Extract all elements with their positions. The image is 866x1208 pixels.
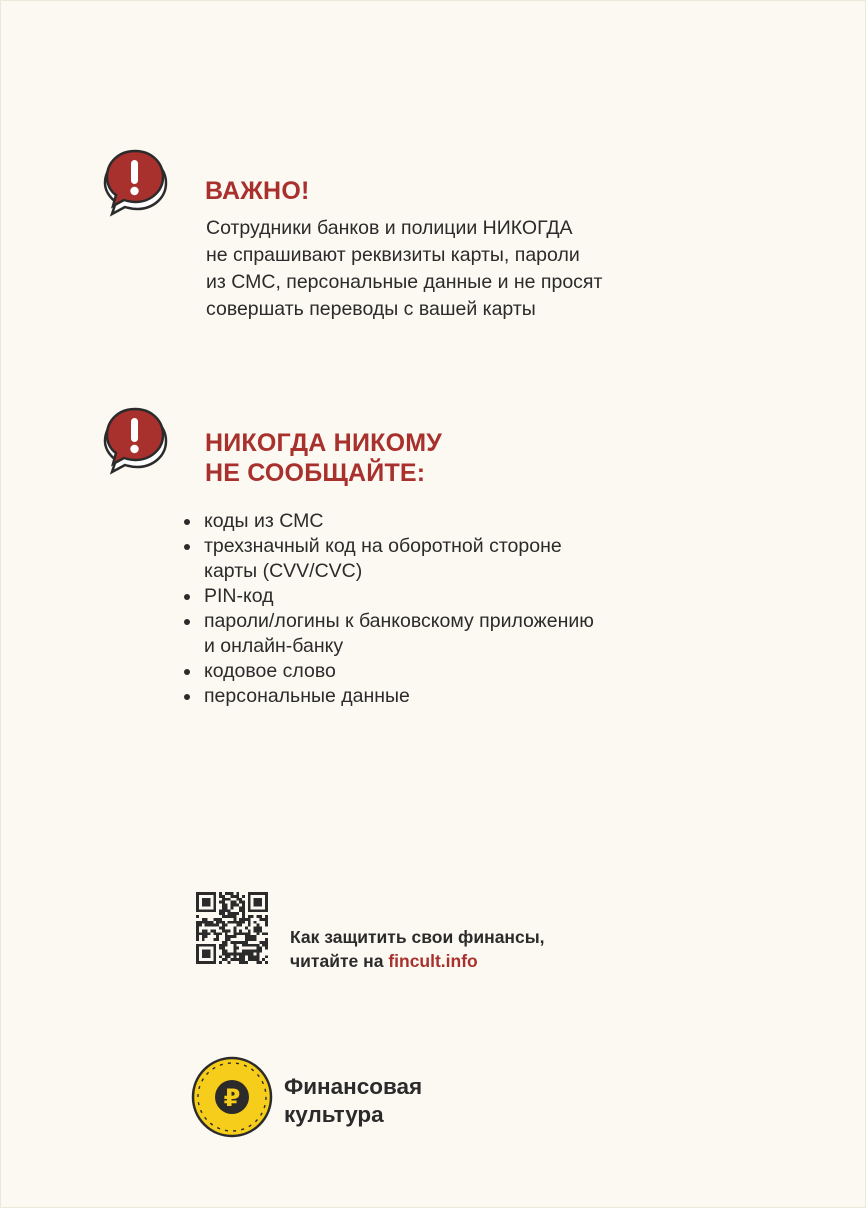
brand-name-line: культура: [284, 1102, 384, 1127]
list-item-text: PIN-код: [204, 585, 274, 607]
important-line: не спрашивают реквизиты карты, пароли: [206, 244, 580, 266]
never-tell-list: [180, 509, 594, 709]
list-item-text: пароли/логины к банковскому приложению: [204, 610, 594, 632]
list-item: [180, 584, 594, 609]
important-line: Сотрудники банков и полиции НИКОГДА: [206, 217, 573, 239]
important-text: [206, 215, 666, 323]
list-item-text: карты (CVV/CVC): [204, 560, 363, 582]
brand-name-line: Финансовая: [284, 1074, 423, 1099]
list-item: [180, 609, 594, 659]
brand-name: [284, 1073, 422, 1129]
promo-line-1: Как защитить свои финансы,: [290, 927, 545, 947]
list-item: [180, 659, 594, 684]
ruble-symbol: ₽: [223, 1084, 241, 1112]
list-item: [180, 684, 594, 709]
promo-text: [290, 925, 545, 973]
important-line: из СМС, персональные данные и не просят: [206, 271, 603, 293]
list-item-text: персональные данные: [204, 685, 410, 707]
list-item-text: и онлайн-банку: [204, 635, 344, 657]
important-heading: ВАЖНО!: [205, 177, 310, 205]
exclamation-speech-bubble-icon: [100, 406, 170, 476]
list-item-text: трехзначный код на оборотной стороне: [204, 535, 562, 557]
promo-line-2: [290, 949, 545, 973]
qr-code-icon[interactable]: [195, 892, 269, 964]
promo-line-2-prefix: читайте на: [290, 951, 389, 971]
never-tell-heading-line: НИКОГДА НИКОМУ: [205, 429, 442, 457]
important-line: совершать переводы с вашей карты: [206, 298, 536, 320]
list-item-text: кодовое слово: [204, 660, 336, 682]
list-item: [180, 509, 594, 534]
ruble-coin-logo-icon: [190, 1055, 274, 1139]
fincult-link[interactable]: fincult.info: [388, 951, 478, 971]
exclamation-speech-bubble-icon: [100, 148, 170, 218]
list-item: [180, 534, 594, 584]
never-tell-heading: [205, 428, 442, 488]
list-item-text: коды из СМС: [204, 510, 324, 532]
never-tell-heading-line: НЕ СООБЩАЙТЕ:: [205, 459, 426, 487]
